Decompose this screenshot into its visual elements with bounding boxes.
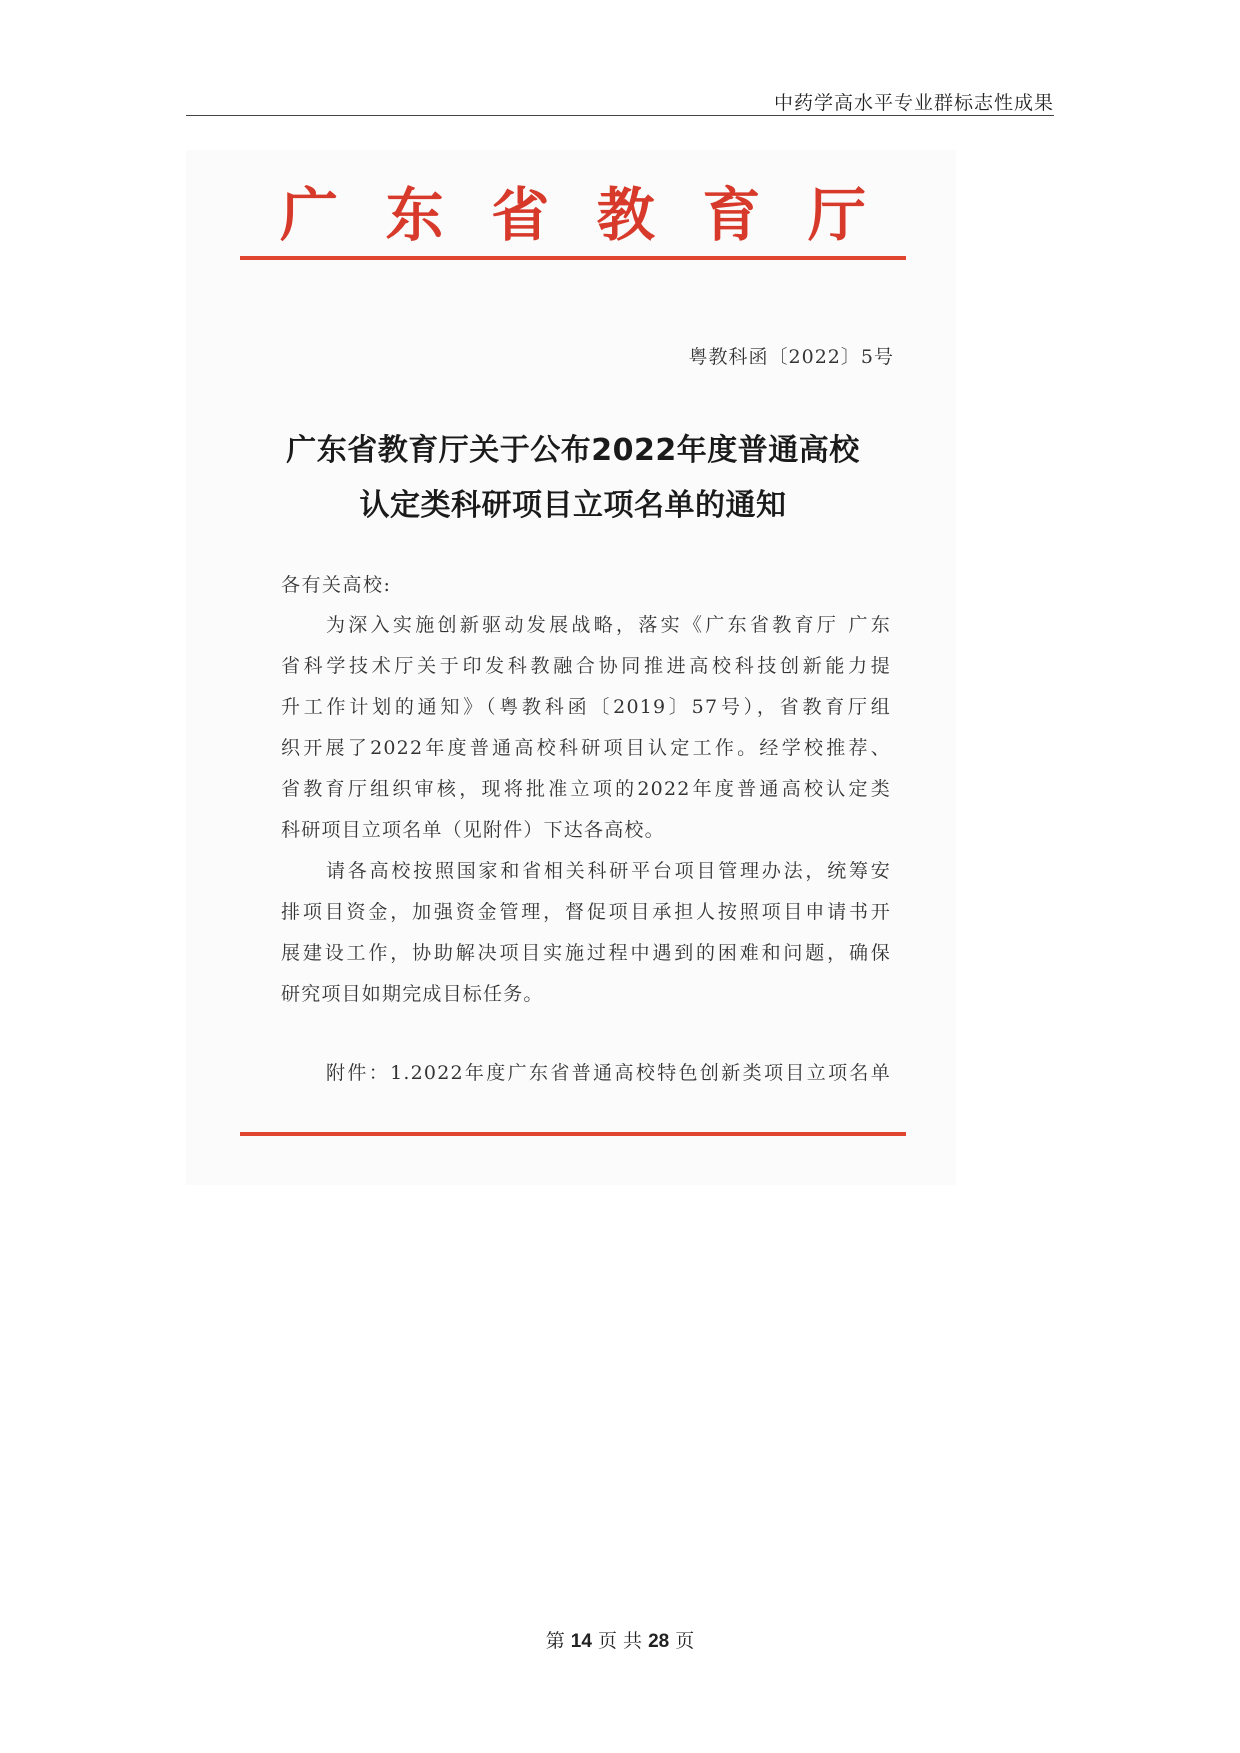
document-number: 粤教科函〔2022〕5号	[688, 346, 894, 368]
paragraph-1-line: 织开展了2022年度普通高校科研项目认定工作。经学校推荐、	[281, 737, 891, 759]
paragraph-2-line: 排项目资金，加强资金管理，督促项目承担人按照项目申请书开	[281, 901, 891, 923]
paragraph-2-line: 请各高校按照国家和省相关科研平台项目管理办法，统筹安	[326, 860, 891, 882]
paragraph-1-line: 升工作计划的通知》（粤教科函〔2019〕57号），省教育厅组	[281, 696, 891, 718]
paragraph-1-line: 省教育厅组织审核，现将批准立项的2022年度普通高校认定类	[281, 778, 891, 800]
page-number	[0, 1626, 1240, 1653]
paragraph-1-line: 为深入实施创新驱动发展战略，落实《广东省教育厅 广东	[326, 614, 891, 636]
page-header-title: 中药学高水平专业群标志性成果	[773, 92, 1054, 114]
letterhead-char: 厅	[807, 181, 866, 249]
page-number-suffix: 页	[675, 1630, 695, 1652]
letterhead-char: 东	[385, 181, 444, 249]
document-title-line-2: 认定类科研项目立项名单的通知	[359, 488, 787, 523]
header-divider	[186, 115, 1054, 116]
letterhead-char: 育	[702, 181, 761, 249]
paragraph-1-line: 科研项目立项名单（见附件）下达各高校。	[281, 819, 665, 841]
document-title-line-1: 广东省教育厅关于公布2022年度普通高校	[286, 433, 860, 468]
current-page: 14	[570, 1631, 592, 1652]
total-pages: 28	[648, 1631, 670, 1652]
footer-red-rule	[240, 1132, 906, 1136]
paragraph-1-line: 省科学技术厅关于印发科教融合协同推进高校科技创新能力提	[281, 655, 891, 677]
page-number-middle: 页 共	[597, 1630, 643, 1652]
paragraph-2-line: 展建设工作，协助解决项目实施过程中遇到的困难和问题，确保	[281, 942, 891, 964]
salutation: 各有关高校:	[281, 574, 392, 596]
letterhead-char: 省	[491, 181, 550, 249]
page-number-prefix: 第	[545, 1630, 565, 1652]
letterhead-red-rule	[240, 256, 906, 260]
letterhead-char: 广	[280, 181, 339, 249]
attachment-line: 附件：1.2022年度广东省普通高校特色创新类项目立项名单	[326, 1062, 891, 1084]
letterhead-char: 教	[596, 181, 655, 249]
letterhead	[240, 180, 906, 250]
paragraph-2-line: 研究项目如期完成目标任务。	[281, 983, 544, 1005]
